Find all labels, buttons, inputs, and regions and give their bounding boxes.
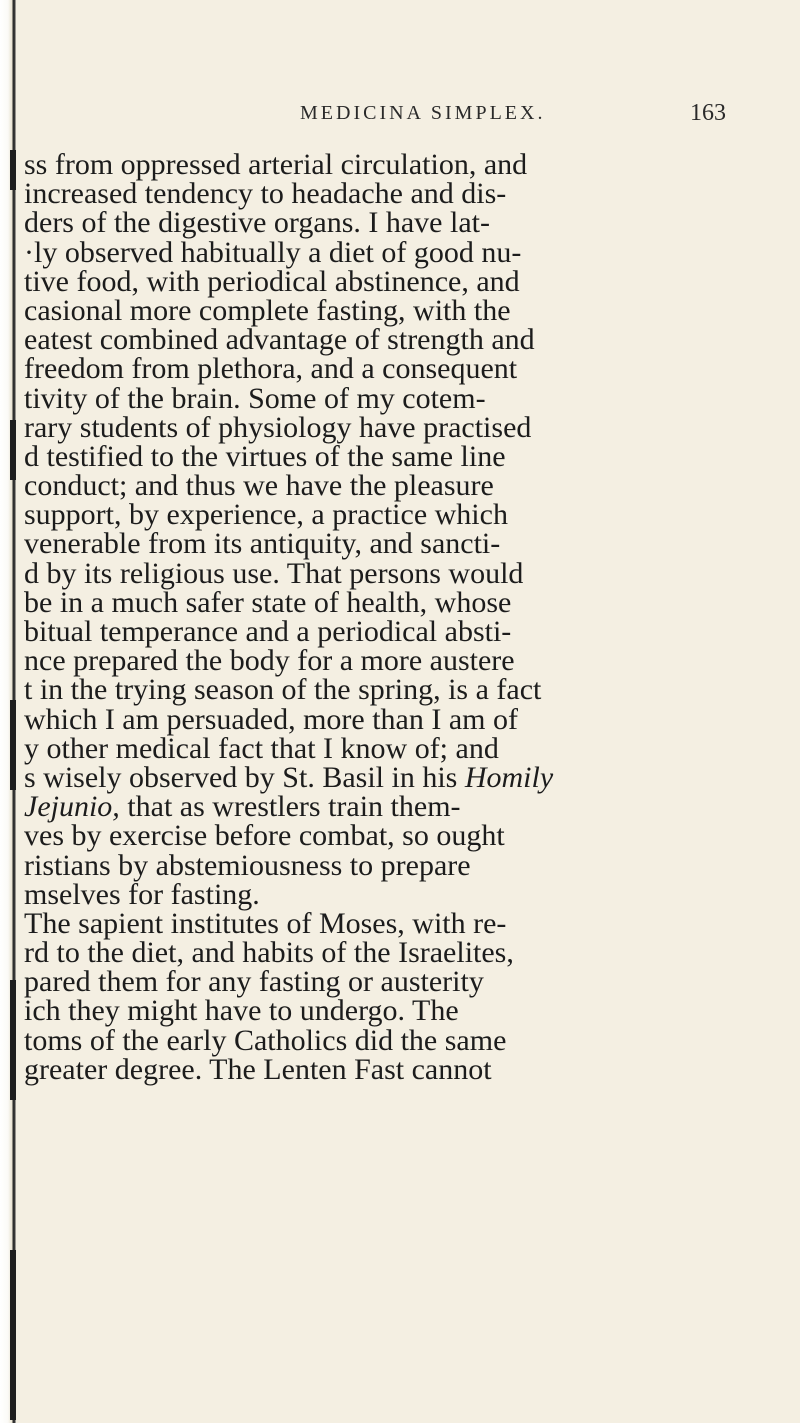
text-line: ders of the digestive organs. I have lat- — [24, 206, 490, 240]
gutter-shadow — [10, 980, 16, 1100]
text-line: tivity of the brain. Some of my cotem- — [24, 381, 486, 415]
text-line — [24, 760, 764, 794]
text-line: support, by experience, a practice which — [24, 498, 508, 532]
text-line: y other medical fact that I know of; and — [24, 731, 499, 765]
italic-title: Homily — [464, 760, 554, 794]
gutter-shadow — [10, 1250, 16, 1420]
text-segment: that as wrestlers train them- — [127, 790, 461, 824]
text-line: mselves for fasting. — [24, 877, 260, 911]
gutter-shadow — [10, 700, 16, 790]
text-line: pared them for any fasting or austerity — [24, 965, 484, 999]
text-line: greater degree. The Lenten Fast cannot — [24, 1052, 492, 1086]
text-line — [24, 790, 764, 824]
text-line: freedom from plethora, and a consequent — [24, 352, 518, 386]
running-title: MEDICINA SIMPLEX. — [300, 102, 546, 124]
text-line: nce prepared the body for a more austere — [24, 644, 515, 678]
text-line: bitual temperance and a periodical absti- — [24, 615, 512, 648]
italic-title: Jejunio, — [24, 790, 120, 824]
gutter-shadow — [10, 150, 16, 190]
text-line: conduct; and thus we have the pleasure — [24, 469, 494, 503]
text-line: toms of the early Catholics did the same — [24, 1023, 507, 1057]
text-line: which I am persuaded, more than I am of — [24, 702, 518, 736]
text-line: d testified to the virtues of the same line — [24, 439, 506, 473]
text-line: casional more complete fasting, with the — [24, 293, 511, 327]
text-segment: s wisely observed by St. Basil in his — [24, 760, 458, 794]
text-line: ss from oppressed arterial circulation, and — [24, 148, 528, 181]
text-line: rary students of physiology have practised — [24, 410, 532, 444]
page-number: 163 — [690, 100, 726, 126]
text-line: The sapient institutes of Moses, with re- — [24, 906, 507, 940]
text-line: be in a much safer state of health, whose — [24, 585, 512, 619]
text-line: t in the trying season of the spring, is a fact — [24, 673, 542, 707]
gutter-shadow — [10, 420, 16, 480]
text-line: ich they might have to undergo. The — [24, 994, 459, 1028]
text-line: d by its religious use. That persons would — [24, 556, 524, 590]
text-line: rd to the diet, and habits of the Israelites, — [24, 936, 514, 970]
text-line: increased tendency to headache and dis- — [24, 177, 507, 211]
text-line: ves by exercise before combat, so ought — [24, 819, 505, 853]
text-line: venerable from its antiquity, and sancti- — [24, 527, 501, 561]
text-line: tive food, with periodical abstinence, and — [24, 264, 520, 298]
binding-gutter — [0, 0, 16, 1423]
running-head — [300, 98, 730, 128]
text-line: ristians by abstemiousness to prepare — [24, 848, 471, 882]
text-line: ·ly observed habitually a diet of good nu- — [24, 235, 522, 269]
text-line: eatest combined advantage of strength and — [24, 323, 535, 357]
body-text — [24, 150, 764, 1084]
